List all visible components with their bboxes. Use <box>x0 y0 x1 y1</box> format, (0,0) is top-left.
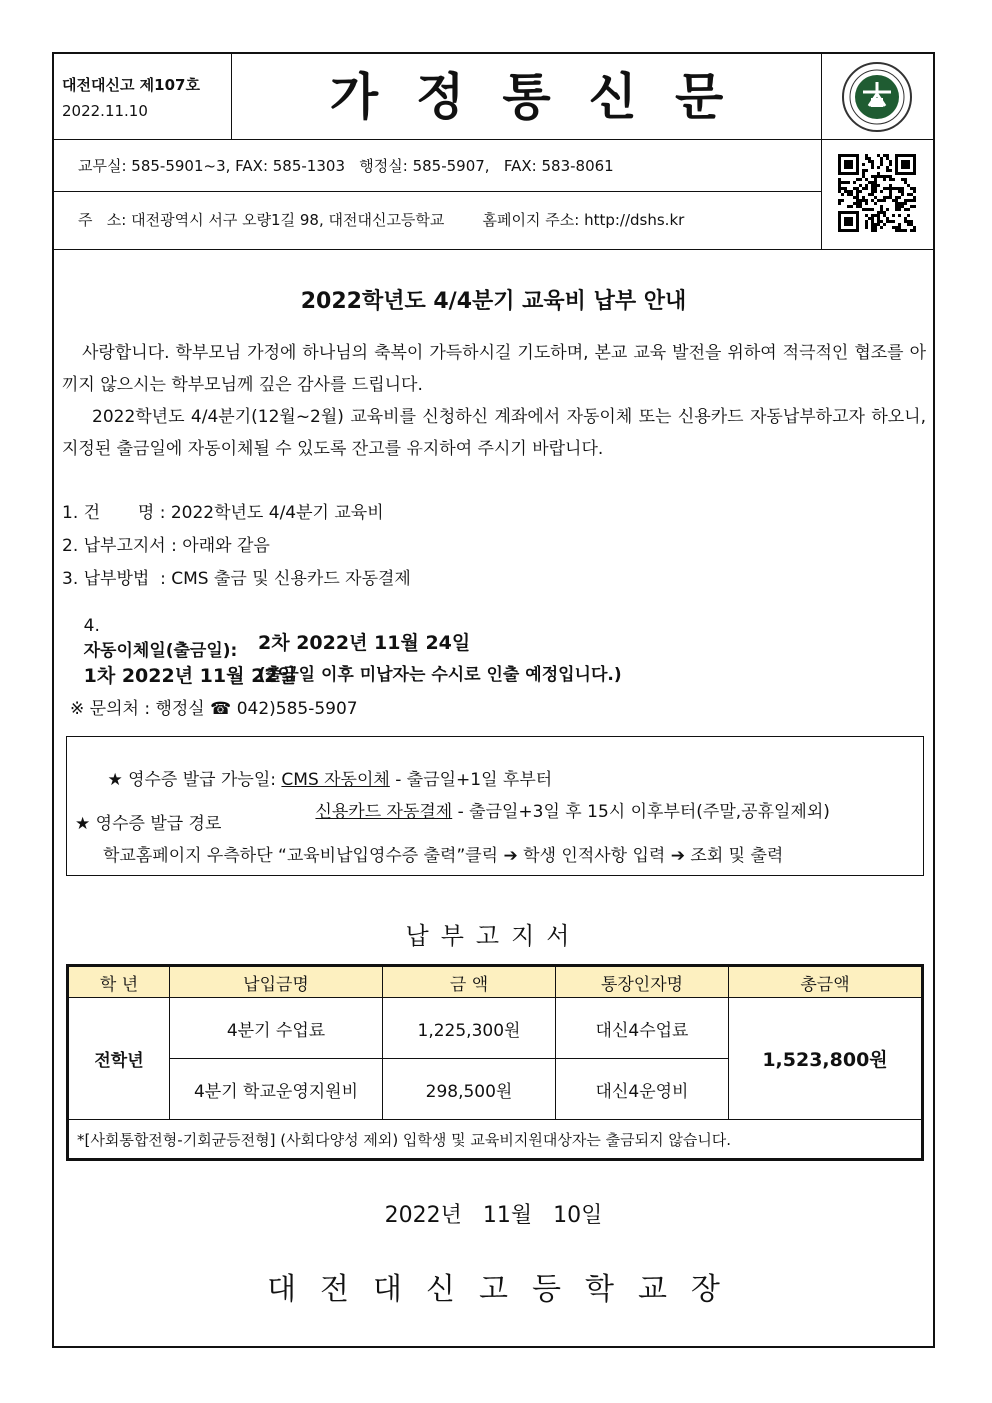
card-method: 신용카드 자동결제 <box>315 802 453 822</box>
total-cell: 1,523,800원 <box>729 998 922 1120</box>
address-info: 주 소: 대전광역시 서구 오량1길 98, 대전대신고등학교 홈페이지 주소: http://dshs.kr <box>54 192 822 250</box>
payment-paragraph: 2022학년도 4/4분기(12월~2월) 교육비를 신청하신 계좌에서 자동이체 또는 신용카드 자동납부하고자 하오니, 지정된 출금일에 자동이체될 수 있도록 잔고를 유지하여 주시기 바랍니다. <box>62 407 926 459</box>
receipt-notice-box <box>66 736 924 876</box>
issue-info <box>54 54 232 140</box>
principal-signature: 대전대신고등학교장 <box>267 1272 744 1307</box>
item-name-cell: 4분기 수업료 <box>170 998 383 1059</box>
receipt-path: 학교홈페이지 우측하단 “교육비납입영수증 출력”클릭 ➔ 학생 인적사항 입력 ➔ 조회 및 출력 <box>103 846 784 866</box>
bill-note: *[사회통합전형-기회균등전형] (사회다양성 제외) 입학생 및 교육비지원대상자는 출금되지 않습니다. <box>69 1120 922 1159</box>
debit-date-note: (출금일 이후 미납자는 수시로 인출 예정입니다.) <box>258 665 622 685</box>
debit-date-label: 자동이체일(출금일): <box>83 641 238 661</box>
issue-number: 대전대신고 제107호 <box>62 76 200 94</box>
cms-receipt-date: - 출금일+1일 후부터 <box>389 770 553 790</box>
item-number: 4. <box>83 616 100 636</box>
bill-title: 납부고지서 <box>405 922 582 950</box>
school-emblem-icon <box>822 54 933 140</box>
note-row <box>69 1120 922 1159</box>
contact-info: 교무실: 585-5901~3, FAX: 585-1303 행정실: 585-5907, FAX: 583-8061 <box>54 140 822 192</box>
header-grade: 학 년 <box>69 967 170 998</box>
item-bill: 2. 납부고지서 : 아래와 같음 <box>62 536 270 556</box>
inquiry: ※ 문의처 : 행정실 ☎ 042)585-5907 <box>70 699 358 719</box>
greeting-paragraph: 사랑합니다. 학부모님 가정에 하나님의 축복이 가득하시길 기도하며, 본교 교육 발전을 위하여 적극적인 협조를 아끼지 않으시는 학부모님께 깊은 감사를 드립니다. <box>62 343 926 395</box>
item-subject: 1. 건 명 : 2022학년도 4/4분기 교육비 <box>62 503 384 523</box>
debit-date-second: 2차 2022년 11월 24일 <box>258 632 471 654</box>
issue-date: 2022.11.10 <box>62 102 148 120</box>
issue-date-footer: 2022년 11월 10일 <box>384 1203 603 1228</box>
header-amount: 금 액 <box>383 967 556 998</box>
item-name-cell: 4분기 학교운영지원비 <box>170 1059 383 1120</box>
receipt-path-label: ★ 영수증 발급 경로 <box>75 814 222 834</box>
table-row <box>69 998 922 1059</box>
account-name-cell: 대신4운영비 <box>556 1059 729 1120</box>
card-receipt-date: - 출금일+3일 후 15시 이후부터(주말,공휴일제외) <box>452 802 830 822</box>
header-total: 총금액 <box>729 967 922 998</box>
header-account-name: 통장인자명 <box>556 967 729 998</box>
grade-cell: 전학년 <box>69 998 170 1120</box>
card-receipt-line <box>283 777 830 842</box>
notice-title: 2022학년도 4/4분기 교육비 납부 안내 <box>300 289 687 314</box>
item-method: 3. 납부방법 : CMS 출금 및 신용카드 자동결제 <box>62 569 411 589</box>
receipt-date-label: ★ 영수증 발급 가능일: <box>107 770 282 790</box>
account-name-cell: 대신4수업료 <box>556 998 729 1059</box>
bill-table <box>66 964 924 1161</box>
document-frame <box>52 52 935 1348</box>
header-item-name: 납입금명 <box>170 967 383 998</box>
cms-method: CMS 자동이체 <box>281 770 390 790</box>
debit-date-first: 1차 2022년 11월 22일 <box>83 665 296 687</box>
bill-header-row <box>69 967 922 998</box>
qr-code-icon[interactable] <box>822 140 933 250</box>
page-title: 가정통신문 <box>232 54 822 140</box>
amount-cell: 298,500원 <box>383 1059 556 1120</box>
amount-cell: 1,225,300원 <box>383 998 556 1059</box>
letterhead <box>54 54 933 250</box>
